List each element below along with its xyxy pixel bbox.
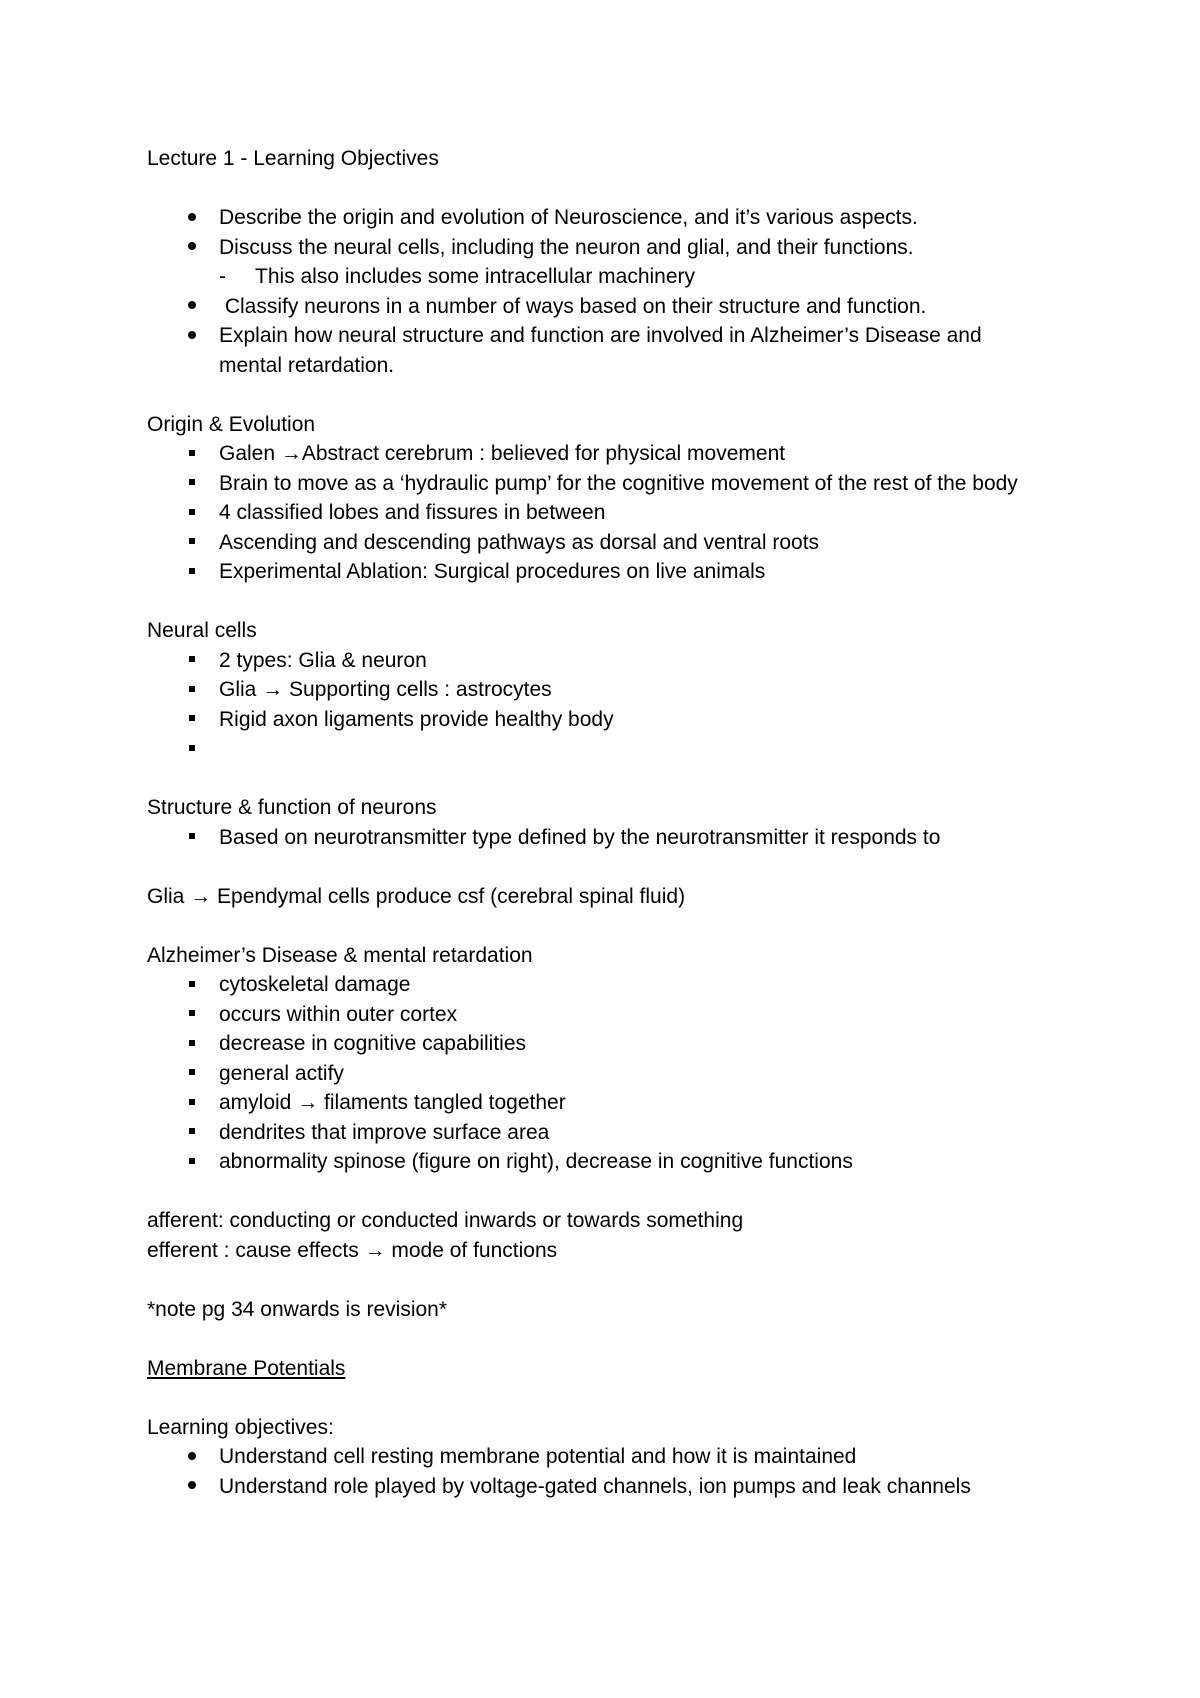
bullet-square-icon — [182, 1000, 202, 1030]
membrane-subheading: Learning objectives: — [147, 1415, 334, 1439]
efferent-definition: efferent : cause effects → mode of functions — [147, 1238, 558, 1262]
document-page — [147, 144, 1107, 1501]
list-item: decrease in cognitive capabilities — [147, 1029, 1107, 1059]
bullet-square-icon — [182, 557, 202, 587]
lecture-title: Lecture 1 - Learning Objectives — [147, 147, 439, 170]
sub-item: - This also includes some intracellular machinery — [147, 262, 1107, 292]
spacer — [147, 1383, 1107, 1413]
afferent-definition: afferent: conducting or conducted inwards or towards something — [147, 1209, 744, 1232]
list-item: Galen →Abstract cerebrum : believed for physical movement — [147, 439, 1107, 469]
glia-line: Glia → Ependymal cells produce csf (cerebral spinal fluid) — [147, 884, 686, 908]
bullet-dot-icon — [182, 321, 202, 351]
bullet-dot-icon — [182, 1472, 202, 1502]
structure-list — [147, 823, 1107, 853]
neural-heading: Neural cells — [147, 619, 257, 642]
list-item: dendrites that improve surface area — [147, 1118, 1107, 1148]
bullet-square-icon — [182, 469, 202, 499]
structure-heading: Structure & function of neurons — [147, 796, 437, 819]
objectives-list — [147, 203, 1107, 380]
list-item: Based on neurotransmitter type defined by the neurotransmitter it responds to — [147, 823, 1107, 853]
list-item: 2 types: Glia & neuron — [147, 646, 1107, 676]
bullet-square-icon — [182, 823, 202, 853]
membrane-list — [147, 1442, 1107, 1501]
list-item: 4 classified lobes and fissures in between — [147, 498, 1107, 528]
spacer — [147, 911, 1107, 941]
list-item: Explain how neural structure and function are involved in Alzheimer’s Disease and mental retardation. — [147, 321, 1039, 380]
bullet-square-icon — [182, 675, 202, 705]
list-item: abnormality spinose (figure on right), decrease in cognitive functions — [147, 1147, 1107, 1177]
spacer — [147, 174, 1107, 204]
spacer — [147, 1324, 1107, 1354]
list-item: amyloid → filaments tangled together — [147, 1088, 1107, 1118]
membrane-heading: Membrane Potentials — [147, 1356, 346, 1380]
bullet-square-icon — [182, 498, 202, 528]
bullet-dot-icon — [182, 292, 202, 322]
list-item: Discuss the neural cells, including the neuron and glial, and their functions. — [147, 233, 1107, 263]
bullet-dot-icon — [182, 1442, 202, 1472]
bullet-dot-icon — [182, 203, 202, 233]
spacer — [147, 587, 1107, 617]
alzheimers-list — [147, 970, 1107, 1177]
list-item: cytoskeletal damage — [147, 970, 1107, 1000]
spacer — [147, 380, 1107, 410]
bullet-square-icon — [182, 970, 202, 1000]
bullet-square-icon — [182, 1147, 202, 1177]
list-item: Experimental Ablation: Surgical procedures on live animals — [147, 557, 1107, 587]
list-item: Understand cell resting membrane potential and how it is maintained — [147, 1442, 1107, 1472]
spacer — [147, 1177, 1107, 1207]
bullet-square-icon — [182, 734, 202, 764]
list-item: Ascending and descending pathways as dorsal and ventral roots — [147, 528, 1107, 558]
spacer — [147, 852, 1107, 882]
bullet-square-icon — [182, 528, 202, 558]
list-item: general actify — [147, 1059, 1107, 1089]
revision-note: *note pg 34 onwards is revision* — [147, 1297, 448, 1321]
bullet-square-icon — [182, 1088, 202, 1118]
list-item: Understand role played by voltage-gated channels, ion pumps and leak channels — [147, 1472, 1107, 1502]
alzheimers-heading: Alzheimer’s Disease & mental retardation — [147, 943, 533, 967]
bullet-square-icon — [182, 1118, 202, 1148]
list-item: Glia → Supporting cells : astrocytes — [147, 675, 1107, 705]
spacer — [147, 1265, 1107, 1295]
list-item: Rigid axon ligaments provide healthy body — [147, 705, 1107, 735]
bullet-square-icon — [182, 705, 202, 735]
bullet-square-icon — [182, 646, 202, 676]
neural-list — [147, 646, 1107, 764]
bullet-square-icon — [182, 1029, 202, 1059]
dash-icon: - — [219, 265, 226, 288]
origin-heading: Origin & Evolution — [147, 412, 316, 436]
list-item — [147, 734, 1107, 764]
bullet-dot-icon — [182, 233, 202, 263]
bullet-square-icon — [182, 439, 202, 469]
spacer — [147, 764, 1107, 794]
list-item: occurs within outer cortex — [147, 1000, 1107, 1030]
origin-list — [147, 439, 1107, 587]
bullet-square-icon — [182, 1059, 202, 1089]
list-item: Brain to move as a ‘hydraulic pump’ for the cognitive movement of the rest of the body — [147, 469, 1039, 499]
list-item: Describe the origin and evolution of Neuroscience, and it’s various aspects. — [147, 203, 1107, 233]
list-item: Classify neurons in a number of ways based on their structure and function. — [147, 292, 1107, 322]
